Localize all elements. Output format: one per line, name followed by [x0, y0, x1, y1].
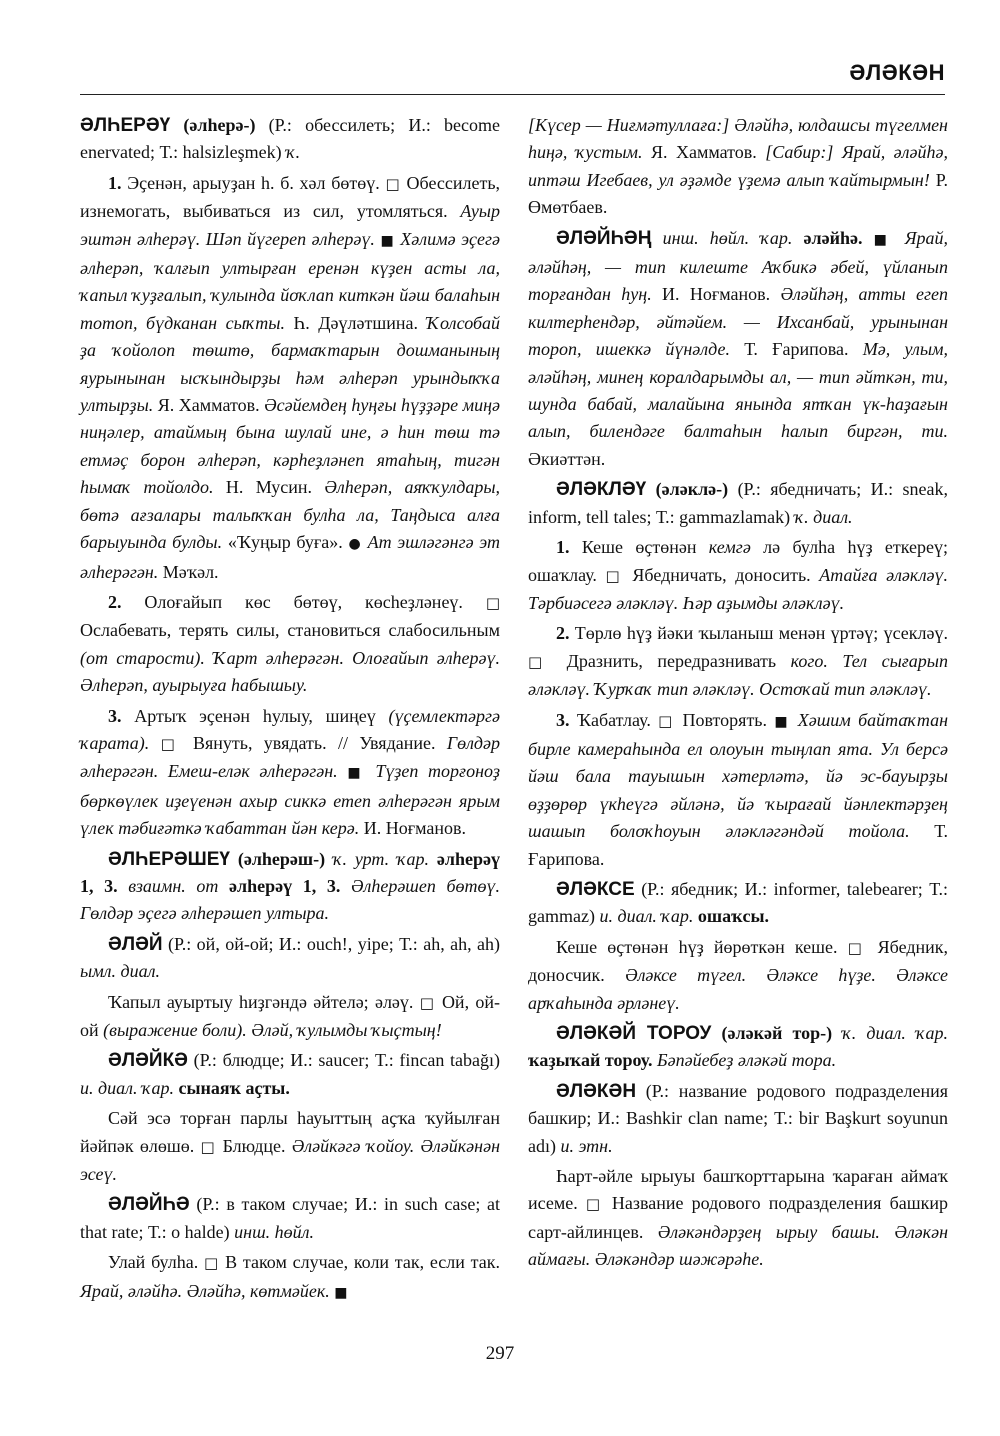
square-icon: □ — [385, 174, 401, 193]
sense-number: 2. — [556, 623, 570, 644]
source: Н. Мусин. — [225, 477, 313, 498]
pos-label: ҡ. диал. — [794, 506, 853, 527]
example: Әләй, ҡулымды ҡыҫтың! — [251, 1020, 442, 1040]
example: Әлһерәшеп бөтөү. Гөлдәр эҫегә әлһерәшеп ултыра. — [80, 875, 501, 924]
russian-gloss: В таком случае, коли так, если так. — [225, 1252, 500, 1273]
proverb: Ат эшләгәнгә эт әлһерәгән. — [80, 532, 500, 582]
translations: (Р.: название родового подразделения башкир; И.: Bashkir clan name; Т.: bir Başkurt soyunun adı) — [528, 1080, 949, 1156]
headword: ӘЛӘЙ — [108, 933, 163, 955]
running-head-title: ӘЛӘКӘН — [849, 60, 945, 85]
block-icon: ■ — [873, 231, 894, 248]
entry-body — [528, 934, 948, 1017]
example: Хәшим байтаҡтан бирле камераһында ел олоуын тыңлап ята. Ул берсә йәш бала тауышын хәтерләтә, йә эс-бауырҙы өҙҙөрөр үкһеүгә әйләнә, йә ҡырағай йәнлектәрҙең шашып болоҡһоуын әләкләгәндәй тойола. — [528, 709, 949, 842]
entry-alakse — [528, 876, 948, 931]
pos-label: инш. һөйл. ҡар. — [662, 227, 793, 248]
pos-label: и. диал. ҡар. — [599, 906, 694, 927]
russian-gloss: Обессилеть, изнемогать, выбиваться из сил, утомляться. — [80, 172, 501, 222]
cross-ref: әлһерәү 1, 3. — [80, 848, 500, 896]
translations: (Р.: ябедничать; И.: sneak, inform, tell tales; Т.: gammazlamak) — [528, 479, 949, 527]
pos-label: и. этн. — [560, 1135, 613, 1156]
russian-gloss: Ябедничать, доносить. — [632, 564, 811, 585]
source: Т. Ғарипова. — [528, 821, 948, 869]
source: Р. Өмөтбаев. — [528, 169, 949, 218]
sense-number: 1. — [108, 172, 122, 193]
example: Ҡолсобай ҙа ҡойолоп төштө, бармаҡтарын дошманының яурынынан ысҡындырҙы һәм әлһерәп урындыҡҡа ултырҙы. — [80, 312, 501, 416]
example: Мә, улым, әләйһәң, минең коралдарымды ал, — тип әйткән, ти, шунда бабай, малайына янында ятҡан үк-һаҙағын алып, билендәге балтаһын һалып биргән, ти. — [528, 339, 949, 442]
source: «Ҡуңыр буға». — [227, 532, 343, 553]
entry-alaklaw — [528, 476, 948, 531]
headword: ӘЛӘКСЕ — [556, 878, 635, 900]
example: Ауыр эштән әлһерәү. Шәп йүгереп әлһерәү. — [80, 201, 500, 249]
example: Түҙеп торғоноҙ бөркөүлек иҙеүенән ахыр сиккә етеп әлһерәгән ярым үлек тәбиғәткә ҡабаттан йән керә. — [80, 761, 501, 839]
example: Әләкәндәрҙең ырыу башы. Әләкән аймағы. Әләкәндәр шәжәрәһе. — [528, 1221, 949, 1270]
russian-gloss: Вянуть, увядать. // Увядание. — [192, 732, 436, 753]
definition: Сәй эсә торған парлы һауыттың аҫҡа ҡуйылған йәйпәк өлөшө. — [80, 1108, 500, 1156]
pos-label: ымл. диал. — [80, 961, 160, 982]
left-column — [80, 112, 500, 1310]
cross-ref: әләйһә. — [803, 227, 863, 248]
example: Гөлдәр әлһерәгән. Емеш-еләк әлһерәгән. — [80, 732, 501, 782]
example: Әләйкәгә ҡойоу. Әләйкәнән эсеү. — [80, 1135, 501, 1185]
block-icon: ■ — [380, 232, 395, 249]
square-icon: □ — [203, 1254, 220, 1273]
sense-3 — [80, 703, 500, 843]
entry-alayka — [80, 1047, 500, 1102]
headword: ӘЛӘЙҺӘ — [108, 1194, 190, 1216]
square-icon: □ — [658, 711, 676, 730]
definition: Төрлө һүҙ йәки ҡыланыш менән үртәү; үсекләү. — [574, 623, 949, 644]
headword: ӘЛҺЕРӘШЕҮ — [108, 848, 230, 870]
square-icon: □ — [605, 566, 624, 585]
headword: ӘЛҺЕРӘҮ — [80, 115, 171, 136]
sense-number: 3. — [108, 705, 122, 726]
example: Атайға әләкләү. Тәрбиәсегә әләкләү. Һәр аҙымды әләкләү. — [528, 564, 949, 613]
example: Хәлимә эҫегә әлһерәп, ҡалғып ултырған еренән күҙен асты ла, ҡапыл ҡуҙғалып, ҡулында йоҡлап киткән йәш балаһын тотоп, бүдканан сыҡты. — [80, 228, 501, 333]
translations: (Р.: в таком случае; И.: in such case; at that rate; Т.: o halde) — [80, 1194, 501, 1242]
headword: ӘЛӘКЛӘҮ — [556, 479, 647, 501]
note: взаимн. от — [128, 875, 219, 896]
example: Бәпәйебеҙ әләкәй тора. — [656, 1050, 837, 1071]
sense-2 — [528, 620, 948, 703]
entry-alakan — [528, 1078, 948, 1160]
stem: (әлһерәш-) — [237, 848, 326, 869]
square-icon: □ — [160, 734, 182, 753]
entry-alayha — [80, 1191, 500, 1246]
square-icon: □ — [528, 652, 553, 671]
square-icon: □ — [419, 993, 436, 1012]
russian-gloss: Дразнить, передразнивать — [566, 650, 777, 671]
entry-body — [80, 989, 500, 1045]
source: Һ. Дәүләтшина. — [293, 312, 418, 333]
definition: лә булһа һүҙ еткереү; ошаҡлау. — [528, 537, 949, 585]
definition-italic: кемгә — [708, 537, 751, 558]
definition: Кеше өҫтөнән — [581, 537, 697, 558]
definition: Артыҡ эҫенән һулыу, шиңеү — [134, 705, 376, 726]
square-icon: □ — [485, 593, 501, 612]
source: Т. Ғарипова. — [744, 339, 849, 360]
stem: (әләклә-) — [655, 479, 729, 500]
entry-alayhang — [528, 225, 948, 474]
square-icon: □ — [200, 1137, 217, 1156]
page-number: 297 — [485, 1343, 515, 1364]
sense-2 — [80, 589, 500, 700]
headword: ӘЛӘКӘЙ ТОРОУ — [556, 1023, 712, 1044]
sense-number: 1. — [556, 537, 570, 558]
source: И. Ноғманов. — [662, 284, 771, 305]
russian-gloss: Ябедник, доносчик. — [528, 936, 948, 986]
definition: Эҫенән, арыуҙан һ. б. хәл бөтөү. — [127, 172, 380, 193]
definition: Кеше өҫтөнән һүҙ йөрөткән кеше. — [556, 936, 838, 957]
example: Ярай, әләйһәң, — тип килеште Аҡбикә әбей, үйланып торғандан һуң. — [528, 227, 949, 305]
translations: (Р.: ой, ой-ой; И.: ouch!, yipe; Т.: ah, ah, ah) — [168, 933, 501, 954]
definition: Улай булһа. — [108, 1252, 199, 1273]
definition: Олоғайып көс бөтөү, көсһеҙләнеү. — [144, 591, 463, 612]
russian-gloss: Название родового подразделения башкир сарт-айлинцев. — [528, 1193, 948, 1242]
note: (от старости). — [80, 647, 205, 668]
source: И. Ноғманов. — [363, 818, 467, 839]
entry-alay — [80, 931, 500, 986]
sense-3 — [528, 707, 948, 873]
source: Я. Хамматов. — [651, 142, 757, 163]
example: Ҡарт әлһерәгән. Олоғайып әлһерәү. Әлһерәп, ауырыуға һабышыу. — [80, 647, 501, 696]
stem: (әлһерә-) — [183, 115, 256, 135]
sense-1 — [528, 534, 948, 617]
entry-alherashew — [80, 846, 500, 928]
russian-gloss: Ой, ой-ой — [80, 991, 500, 1040]
pos-label: ҡ. диал. ҡар. — [842, 1023, 948, 1043]
pos-label: ҡ. — [286, 142, 301, 163]
source: Я. Хамматов. — [157, 395, 260, 416]
pos-label: ҡ. урт. ҡар. — [333, 848, 430, 869]
example: Тел сығарып әләкләү. Ҡурҡаҡ тип әләкләү. Остоҡай тип әләкләү. — [528, 650, 948, 700]
source: Мәҡәл. — [162, 561, 219, 582]
entry-alakay-torow — [528, 1020, 948, 1075]
headword: ӘЛӘЙҺӘҢ — [556, 227, 652, 249]
object-note: кого. — [790, 650, 828, 671]
example: Әләксе түгел. Әләксе һүҙе. Әләксе арҡаһында әрләнеү. — [528, 965, 948, 1013]
example: Әлһерәп, аяҡҡулдары, бөтә ағзалары талыҡҡан булһа ла, Таңдыса алға барыуында булды. — [80, 477, 501, 553]
entry-body — [80, 1105, 500, 1188]
sense-number: 3. — [556, 709, 570, 730]
russian-gloss: Блюдце. — [222, 1135, 286, 1156]
entry-alheraw — [80, 112, 500, 167]
block-icon: ■ — [334, 1284, 348, 1301]
translations: (Р.: обессилеть; И.: become enervated; Т.: halsizleşmek) — [80, 115, 501, 163]
right-column — [528, 112, 948, 1277]
pos-label: инш. һөйл. — [234, 1221, 315, 1242]
entry-body — [80, 1249, 500, 1307]
stem: (әләкәй тор-) — [721, 1023, 833, 1043]
square-icon: □ — [847, 938, 868, 957]
block-icon: ■ — [347, 765, 366, 782]
headword: ӘЛӘКӘН — [556, 1080, 637, 1102]
sense-1 — [80, 170, 500, 586]
cross-ref: әлһерәү 1, 3. — [229, 875, 341, 896]
headword: ӘЛӘЙКӘ — [108, 1050, 188, 1072]
bullet-icon: ● — [348, 536, 362, 553]
definition: Ҡапыл ауыртыу һиҙгәндә әйтелә; әләү. — [108, 991, 414, 1012]
entry-body — [528, 1163, 948, 1274]
translations: (Р.: ябедник; И.: informer, talebearer; Т.: gammaz) — [528, 878, 949, 927]
source: Әкиәттән. — [528, 448, 606, 469]
sense-number: 2. — [108, 591, 122, 612]
example: Әләйһәң, атты егеп килтерһендәр, әйтәйем. — Ихсанбай, урынынан тороп, ишеккә йүнәлде. — [528, 284, 949, 360]
translations: (Р.: блюдце; И.: saucer; Т.: fincan tabağı) — [193, 1050, 501, 1071]
example: Ярай, әләйһә. Әләйһә, көтмәйек. — [80, 1280, 330, 1301]
entry-continuation — [528, 112, 948, 222]
running-header — [80, 58, 945, 95]
russian-gloss: Ослабевать, терять силы, становиться слабосильным — [80, 620, 500, 641]
pos-label: и. диал. ҡар. — [80, 1077, 174, 1098]
block-icon: ■ — [774, 713, 791, 730]
definition: Һарт-әйле ырыуы башҡорттарына ҡараған аймаҡ исеме. — [528, 1166, 948, 1214]
square-icon: □ — [585, 1195, 604, 1214]
example: [Сабир:] Ярай, әләйһә, иптәш Игебаев, ул әҙәмде үҙемә алып ҡайтырмын! — [528, 142, 948, 190]
russian-gloss: Повторять. — [682, 709, 768, 730]
note: (үҫемлектәргә ҡарата). — [80, 705, 500, 753]
example: Әсәйемдең һуңғы һүҙҙәре миңә ниңәлер, атаймың бына шулай ине, ә һин төш тә етмәҫ борон әлһерәп, кәрһеҙләнеп ятаһың, тигән һымаҡ тойолдо. — [80, 395, 500, 498]
cross-ref: сынаяҡ аҫты. — [178, 1077, 290, 1098]
cross-ref: ошаҡсы. — [697, 906, 770, 927]
example: [Күсер — Ниғмәтуллаға:] Әләйһә, юлдашсы түгелмен һиңә, ҡустым. — [528, 115, 948, 163]
definition: Ҡабатлау. — [576, 709, 651, 730]
cross-ref: ҡаҙыҡай тороу. — [528, 1050, 653, 1071]
note: (выражение боли). — [103, 1020, 247, 1040]
